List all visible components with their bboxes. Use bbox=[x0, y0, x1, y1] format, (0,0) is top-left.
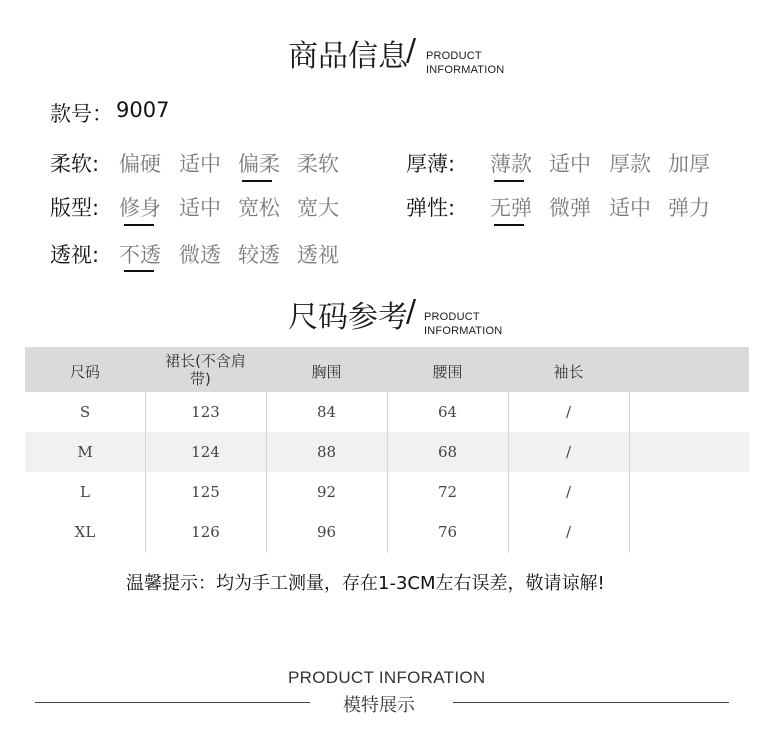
transparency-option: 微透 bbox=[179, 243, 221, 267]
cell-bust: 92 bbox=[316, 483, 337, 501]
cell-sleeve: / bbox=[565, 443, 572, 461]
transparency-selected-underline bbox=[124, 270, 154, 272]
thickness-selected-underline bbox=[494, 180, 524, 182]
measurement-note: 温馨提示：均为手工测量，存在1-3CM左右误差，敬请谅解! bbox=[126, 573, 605, 594]
thickness-option-selected: 薄款 bbox=[490, 152, 532, 176]
cell-length: 124 bbox=[191, 443, 220, 461]
softness-option: 偏硬 bbox=[119, 152, 161, 176]
size-info-en-line2: INFORMATION bbox=[424, 325, 503, 337]
fit-label: 版型: bbox=[50, 196, 100, 220]
cell-sleeve: / bbox=[565, 483, 572, 501]
header-waist: 腰围 bbox=[432, 363, 463, 381]
size-info-en-line1: PRODUCT bbox=[424, 311, 480, 323]
size-table-header bbox=[25, 347, 749, 392]
cell-sleeve: / bbox=[565, 523, 572, 541]
header-bust: 胸围 bbox=[311, 363, 342, 381]
fit-selected-underline bbox=[124, 224, 154, 226]
header-length-line1: 裙长(不含肩 bbox=[165, 352, 246, 370]
transparency-option: 透视 bbox=[297, 243, 339, 267]
cell-waist: 76 bbox=[437, 523, 458, 541]
cell-waist: 64 bbox=[437, 403, 458, 421]
product-info-en-line1: PRODUCT bbox=[426, 50, 482, 62]
header-sleeve: 袖长 bbox=[553, 363, 584, 381]
transparency-option: 较透 bbox=[238, 243, 280, 267]
cell-waist: 72 bbox=[437, 483, 458, 501]
cell-size: XL bbox=[74, 523, 96, 541]
column-divider bbox=[629, 392, 630, 553]
softness-selected-underline bbox=[242, 180, 272, 182]
cell-length: 126 bbox=[191, 523, 220, 541]
elasticity-selected-underline bbox=[494, 224, 524, 226]
fit-option: 宽大 bbox=[297, 196, 339, 220]
elasticity-option: 微弹 bbox=[549, 196, 591, 220]
elasticity-option: 弹力 bbox=[668, 196, 710, 220]
elasticity-label: 弹性: bbox=[406, 196, 456, 220]
fit-option-selected: 修身 bbox=[119, 196, 161, 220]
thickness-option: 加厚 bbox=[668, 152, 710, 176]
cell-size: M bbox=[77, 443, 93, 461]
elasticity-option-selected: 无弹 bbox=[490, 196, 532, 220]
column-divider bbox=[508, 392, 509, 553]
footer-divider-left bbox=[35, 702, 310, 703]
column-divider bbox=[387, 392, 388, 553]
style-no-value: 9007 bbox=[116, 98, 170, 122]
thickness-label: 厚薄: bbox=[406, 152, 456, 176]
cell-length: 123 bbox=[191, 403, 220, 421]
softness-option: 柔软 bbox=[297, 152, 339, 176]
softness-option: 适中 bbox=[179, 152, 221, 176]
cell-length: 125 bbox=[191, 483, 220, 501]
product-info-slash: / bbox=[406, 33, 417, 68]
size-info-title: 尺码参考 bbox=[288, 300, 408, 335]
footer-cn-title: 模特展示 bbox=[343, 695, 415, 716]
column-divider bbox=[266, 392, 267, 553]
transparency-label: 透视: bbox=[50, 243, 100, 267]
cell-bust: 96 bbox=[316, 523, 337, 541]
header-length-line2: 带) bbox=[190, 370, 211, 388]
cell-bust: 84 bbox=[316, 403, 337, 421]
header-length bbox=[145, 352, 266, 388]
column-divider bbox=[145, 392, 146, 553]
fit-option: 宽松 bbox=[238, 196, 280, 220]
cell-sleeve: / bbox=[565, 403, 572, 421]
footer-en-title: PRODUCT INFORATION bbox=[288, 668, 486, 687]
softness-option-selected: 偏柔 bbox=[238, 152, 280, 176]
elasticity-option: 适中 bbox=[609, 196, 651, 220]
fit-option: 适中 bbox=[179, 196, 221, 220]
cell-size: L bbox=[80, 483, 90, 501]
thickness-option: 适中 bbox=[549, 152, 591, 176]
product-info-title: 商品信息 bbox=[288, 39, 408, 74]
style-no-label: 款号： bbox=[50, 102, 113, 126]
footer-divider-right bbox=[453, 702, 729, 703]
cell-bust: 88 bbox=[316, 443, 337, 461]
size-info-slash: / bbox=[406, 294, 417, 329]
cell-size: S bbox=[79, 403, 91, 421]
size-table bbox=[25, 347, 749, 553]
header-size: 尺码 bbox=[69, 363, 100, 381]
product-info-en-line2: INFORMATION bbox=[426, 64, 505, 76]
thickness-option: 厚款 bbox=[609, 152, 651, 176]
softness-label: 柔软: bbox=[50, 152, 100, 176]
transparency-option-selected: 不透 bbox=[119, 243, 161, 267]
cell-waist: 68 bbox=[437, 443, 458, 461]
